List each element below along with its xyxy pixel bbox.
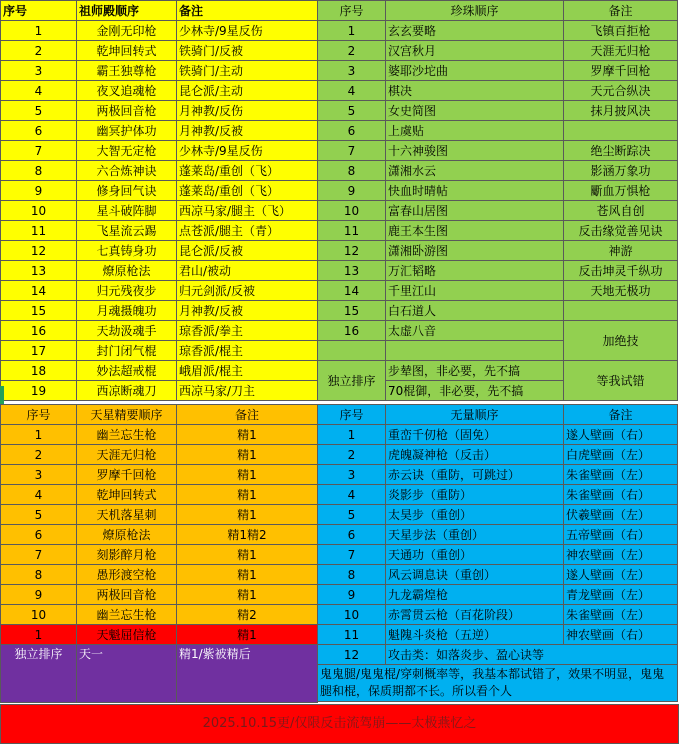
table-row — [1, 301, 318, 321]
header-cell: 祖师殿顺序 — [77, 1, 177, 21]
table-cell: 遂人壁画（左） — [564, 565, 678, 585]
table-cell: 斸血万惧枪 — [564, 181, 678, 201]
table-cell: 归元剑派/反被 — [177, 281, 318, 301]
table-row — [1, 261, 318, 281]
table-cell: 精1 — [177, 585, 318, 605]
boundless-table — [317, 404, 678, 702]
header-cell: 备注 — [177, 405, 318, 425]
table-cell: 月神教/反被 — [177, 301, 318, 321]
table-cell: 8 — [1, 161, 77, 181]
table-cell: 1 — [318, 425, 386, 445]
table-cell: 4 — [1, 81, 77, 101]
table-row — [318, 321, 678, 341]
table-cell: 昆仑派/主动 — [177, 81, 318, 101]
table-cell: 等我试错 — [564, 361, 678, 401]
table-cell: 天涯无归枪 — [77, 445, 177, 465]
table-cell: 太虚八音 — [386, 321, 564, 341]
table-cell: 独立排序 — [318, 361, 386, 401]
table-cell: 7 — [318, 141, 386, 161]
table-row — [1, 425, 318, 445]
table-cell: 燎原枪法 — [77, 525, 177, 545]
table-cell: 9 — [318, 585, 386, 605]
table-cell: 上虞贴 — [386, 121, 564, 141]
table-cell: 精1 — [177, 485, 318, 505]
table-row — [1, 645, 318, 703]
table-cell: 8 — [318, 161, 386, 181]
table-cell: 罗摩千回枪 — [564, 61, 678, 81]
table-cell: 霸王独尊枪 — [77, 61, 177, 81]
header-row — [318, 405, 678, 425]
table-row — [1, 445, 318, 465]
table-cell: 15 — [318, 301, 386, 321]
table-cell: 10 — [318, 605, 386, 625]
table-cell: 乾坤回转式 — [77, 41, 177, 61]
table-cell: 十六神骏图 — [386, 141, 564, 161]
table-cell: 抹月披风决 — [564, 101, 678, 121]
table-cell: 蓬莱岛/重创（飞） — [177, 161, 318, 181]
table-cell — [564, 121, 678, 141]
table-cell: 婆耶沙坨曲 — [386, 61, 564, 81]
table-row — [1, 161, 318, 181]
table-cell: 少林寺/9星反伤 — [177, 21, 318, 41]
table-cell: 女史简图 — [386, 101, 564, 121]
table-row — [318, 221, 678, 241]
table-cell: 朱雀壁画（左） — [564, 465, 678, 485]
table-cell: 鹿王本生图 — [386, 221, 564, 241]
table-row — [318, 605, 678, 625]
table-cell: 白虎壁画（左） — [564, 445, 678, 465]
table-row — [1, 585, 318, 605]
table-cell: 青龙壁画（左） — [564, 585, 678, 605]
table-row — [318, 101, 678, 121]
table-cell: 5 — [318, 505, 386, 525]
table-cell: 8 — [318, 565, 386, 585]
table-cell: 西凉断魂刀 — [77, 381, 177, 401]
table-cell: 天劫汲魂手 — [77, 321, 177, 341]
table-cell: 虎魄凝神枪（反击） — [386, 445, 564, 465]
table-row — [1, 141, 318, 161]
table-cell: 风云调息诀（重创） — [386, 565, 564, 585]
table-cell: 朱雀壁画（左） — [564, 605, 678, 625]
footer-banner: 2025.10.15更/仅限反击流驾崩——太极燕忆之 — [0, 704, 679, 744]
table-cell: 汉宫秋月 — [386, 41, 564, 61]
header-row — [1, 405, 318, 425]
table-cell: 天机落星刺 — [77, 505, 177, 525]
table-cell: 六合炼神诀 — [77, 161, 177, 181]
table-cell: 七真铸身功 — [77, 241, 177, 261]
table-row — [1, 201, 318, 221]
table-cell: 7 — [1, 545, 77, 565]
table-cell: 少林寺/9星反伤 — [177, 141, 318, 161]
table-cell: 11 — [1, 221, 77, 241]
table-cell: 独立排序 — [1, 645, 77, 703]
table-cell — [386, 341, 564, 361]
table-cell: 天涯无归枪 — [564, 41, 678, 61]
header-cell: 天星精要顺序 — [77, 405, 177, 425]
table-row — [318, 625, 678, 645]
table-cell: 2 — [318, 445, 386, 465]
table-cell: 修身回气诀 — [77, 181, 177, 201]
table-row — [318, 81, 678, 101]
table-row — [318, 465, 678, 485]
header-cell: 备注 — [564, 405, 678, 425]
table-row — [318, 181, 678, 201]
header-cell: 无量顺序 — [386, 405, 564, 425]
table-row — [1, 505, 318, 525]
table-cell: 12 — [318, 645, 386, 665]
table-cell: 幽冥护体功 — [77, 121, 177, 141]
table-cell: 炎影步（重防） — [386, 485, 564, 505]
table-cell: 11 — [318, 221, 386, 241]
header-cell: 序号 — [318, 1, 386, 21]
table-row — [318, 645, 678, 665]
table-cell: 精1 — [177, 505, 318, 525]
table-row — [318, 545, 678, 565]
table-row — [1, 41, 318, 61]
header-cell: 备注 — [564, 1, 678, 21]
ancestor-hall-table — [0, 0, 318, 401]
table-cell: 月魂摄魄功 — [77, 301, 177, 321]
table-cell: 天通功（重创） — [386, 545, 564, 565]
table-cell: 天一 — [77, 645, 177, 703]
table-cell: 月神教/反被 — [177, 121, 318, 141]
table-cell: 天地无极功 — [564, 281, 678, 301]
table-cell: 精1 — [177, 425, 318, 445]
table-cell: 15 — [1, 301, 77, 321]
table-cell: 天元合纵决 — [564, 81, 678, 101]
table-cell: 愚形渡空枪 — [77, 565, 177, 585]
table-cell: 赤云诀（重防，可跳过） — [386, 465, 564, 485]
table-row — [318, 161, 678, 181]
table-cell: 9 — [1, 181, 77, 201]
table-cell: 棋决 — [386, 81, 564, 101]
table-cell: 6 — [1, 525, 77, 545]
table-cell: 封门闭气棍 — [77, 341, 177, 361]
header-cell: 序号 — [1, 1, 77, 21]
header-row — [1, 1, 318, 21]
table-cell — [564, 301, 678, 321]
table-cell: 潇湘水云 — [386, 161, 564, 181]
table-row — [318, 21, 678, 41]
table-cell: 2 — [1, 41, 77, 61]
table-cell: 九龙霸煌枪 — [386, 585, 564, 605]
table-cell: 2 — [318, 41, 386, 61]
table-cell: 1 — [1, 21, 77, 41]
table-cell: 伏羲壁画（左） — [564, 505, 678, 525]
table-cell: 西凉马家/腿主（飞） — [177, 201, 318, 221]
table-cell: 11 — [318, 625, 386, 645]
table-cell: 刻影醉月枪 — [77, 545, 177, 565]
table-cell: 天星步法（重创） — [386, 525, 564, 545]
table-row — [318, 281, 678, 301]
table-cell: 8 — [1, 565, 77, 585]
table-cell: 千里江山 — [386, 281, 564, 301]
table-row — [1, 341, 318, 361]
table-cell: 遂人壁画（右） — [564, 425, 678, 445]
table-cell: 16 — [318, 321, 386, 341]
table-row — [1, 465, 318, 485]
table-cell: 蓬莱岛/重创（飞） — [177, 181, 318, 201]
table-cell: 铁骑门/主动 — [177, 61, 318, 81]
table-cell: 1 — [1, 625, 77, 645]
table-cell: 潇湘卧游图 — [386, 241, 564, 261]
table-cell: 快血时晴帖 — [386, 181, 564, 201]
table-row — [318, 525, 678, 545]
table-cell: 太昊步（重创） — [386, 505, 564, 525]
header-cell: 序号 — [318, 405, 386, 425]
table-row — [318, 121, 678, 141]
table-cell: 万汇韬略 — [386, 261, 564, 281]
table-row — [1, 545, 318, 565]
table-cell: 14 — [1, 281, 77, 301]
table-row — [318, 361, 678, 381]
table-cell: 17 — [1, 341, 77, 361]
table-cell — [318, 341, 386, 361]
table-row — [318, 241, 678, 261]
table-row — [1, 241, 318, 261]
table-row — [318, 141, 678, 161]
table-cell: 飞镇百拒枪 — [564, 21, 678, 41]
table-row — [318, 665, 678, 702]
table-cell: 6 — [318, 525, 386, 545]
table-row — [1, 525, 318, 545]
table-row — [318, 445, 678, 465]
table-cell: 反击坤灵千纵功 — [564, 261, 678, 281]
table-cell: 10 — [1, 201, 77, 221]
table-cell: 14 — [318, 281, 386, 301]
table-cell: 加绝技 — [564, 321, 678, 361]
table-cell: 月神教/反伤 — [177, 101, 318, 121]
table-row — [1, 281, 318, 301]
table-cell: 7 — [318, 545, 386, 565]
table-cell: 19 — [1, 381, 77, 401]
table-cell: 12 — [318, 241, 386, 261]
table-cell: 神游 — [564, 241, 678, 261]
table-row — [1, 181, 318, 201]
table-cell: 绝尘断踪决 — [564, 141, 678, 161]
table-cell: 金刚无印枪 — [77, 21, 177, 41]
table-row — [318, 585, 678, 605]
table-row — [1, 381, 318, 401]
table-cell: 妙法超戒棍 — [77, 361, 177, 381]
table-cell: 10 — [1, 605, 77, 625]
table-cell: 罗摩千回枪 — [77, 465, 177, 485]
table-cell: 4 — [1, 485, 77, 505]
table-cell: 3 — [1, 465, 77, 485]
table-cell: 精1 — [177, 465, 318, 485]
row-marker — [0, 386, 4, 404]
pearl-table — [317, 0, 678, 401]
table-cell: 富春山居图 — [386, 201, 564, 221]
table-cell: 9 — [318, 181, 386, 201]
table-cell: 1 — [318, 21, 386, 41]
table-row — [1, 61, 318, 81]
table-cell: 反击缘觉善见诀 — [564, 221, 678, 241]
table-cell: 神农壁画（左） — [564, 545, 678, 565]
table-cell: 琼香派/拳主 — [177, 321, 318, 341]
table-row — [318, 485, 678, 505]
table-cell: 西凉马家/刀主 — [177, 381, 318, 401]
table-cell: 夜叉追魂枪 — [77, 81, 177, 101]
table-cell: 精1 — [177, 565, 318, 585]
table-cell: 精1/紫被精后 — [177, 645, 318, 703]
table-cell: 琼香派/棍主 — [177, 341, 318, 361]
table-row — [318, 565, 678, 585]
table-cell: 13 — [318, 261, 386, 281]
table-cell: 精1 — [177, 625, 318, 645]
table-cell: 6 — [318, 121, 386, 141]
table-cell: 两极回音枪 — [77, 585, 177, 605]
table-row — [1, 101, 318, 121]
header-cell: 珍珠顺序 — [386, 1, 564, 21]
table-row — [1, 321, 318, 341]
table-cell: 昆仑派/反被 — [177, 241, 318, 261]
table-cell: 精2 — [177, 605, 318, 625]
table-cell: 峨眉派/棍主 — [177, 361, 318, 381]
table-cell: 点苍派/腿主（青） — [177, 221, 318, 241]
table-row — [318, 261, 678, 281]
table-cell: 16 — [1, 321, 77, 341]
table-cell: 4 — [318, 81, 386, 101]
table-cell: 精1 — [177, 445, 318, 465]
table-cell: 朱雀壁画（右） — [564, 485, 678, 505]
table-cell: 玄玄要略 — [386, 21, 564, 41]
table-row — [318, 301, 678, 321]
table-cell: 乾坤回转式 — [77, 485, 177, 505]
table-cell: 天魁屈信枪 — [77, 625, 177, 645]
header-row — [318, 1, 678, 21]
table-row — [1, 605, 318, 625]
table-cell: 幽兰忘生枪 — [77, 605, 177, 625]
table-row — [1, 81, 318, 101]
table-cell: 精1 — [177, 545, 318, 565]
table-row — [1, 565, 318, 585]
table-cell: 5 — [1, 505, 77, 525]
table-cell: 燎原枪法 — [77, 261, 177, 281]
table-cell: 10 — [318, 201, 386, 221]
table-row — [1, 221, 318, 241]
table-cell: 5 — [318, 101, 386, 121]
table-cell: 重峦千仞枪（固免） — [386, 425, 564, 445]
table-cell: 攻击类：如落炎步、盈心诀等 — [386, 645, 678, 665]
table-cell: 精1精2 — [177, 525, 318, 545]
table-row — [318, 425, 678, 445]
table-cell: 白石道人 — [386, 301, 564, 321]
table-cell: 5 — [1, 101, 77, 121]
table-cell: 1 — [1, 425, 77, 445]
table-cell: 18 — [1, 361, 77, 381]
table-row — [1, 485, 318, 505]
table-cell: 五帝壁画（右） — [564, 525, 678, 545]
table-cell: 归元残夜步 — [77, 281, 177, 301]
table-cell: 魁隗斗炎枪（五逆） — [386, 625, 564, 645]
table-cell: 两极回音枪 — [77, 101, 177, 121]
table-cell: 鬼鬼腿/鬼鬼棍/穿刺概率等，我基本都试错了，效果不明显，鬼鬼腿和棍，保质期都不长。所以看个人 — [318, 665, 678, 702]
table-cell: 星斗破阵脚 — [77, 201, 177, 221]
table-cell: 7 — [1, 141, 77, 161]
star-essence-table — [0, 404, 318, 703]
table-row — [1, 21, 318, 41]
table-row — [1, 121, 318, 141]
table-cell: 12 — [1, 241, 77, 261]
table-cell: 13 — [1, 261, 77, 281]
table-cell: 大智无定枪 — [77, 141, 177, 161]
table-cell: 君山/被动 — [177, 261, 318, 281]
table-cell: 2 — [1, 445, 77, 465]
header-cell: 序号 — [1, 405, 77, 425]
table-cell: 铁骑门/反被 — [177, 41, 318, 61]
table-cell: 影涵万象功 — [564, 161, 678, 181]
table-row — [318, 41, 678, 61]
table-cell: 苍风自创 — [564, 201, 678, 221]
table-cell: 飞星流云踢 — [77, 221, 177, 241]
table-cell: 9 — [1, 585, 77, 605]
table-cell: 神农壁画（右） — [564, 625, 678, 645]
table-cell: 步辇图，非必要，先不搞 — [386, 361, 564, 381]
table-cell: 3 — [1, 61, 77, 81]
table-row — [1, 625, 318, 645]
table-row — [1, 361, 318, 381]
table-cell: 幽兰忘生枪 — [77, 425, 177, 445]
table-row — [318, 61, 678, 81]
table-cell: 6 — [1, 121, 77, 141]
header-cell: 备注 — [177, 1, 318, 21]
table-cell: 赤霄贯云枪（百花阶段） — [386, 605, 564, 625]
table-row — [318, 505, 678, 525]
table-cell: 70棍御，非必要，先不搞 — [386, 381, 564, 401]
table-cell: 4 — [318, 485, 386, 505]
table-cell: 3 — [318, 465, 386, 485]
table-row — [318, 201, 678, 221]
table-cell: 3 — [318, 61, 386, 81]
